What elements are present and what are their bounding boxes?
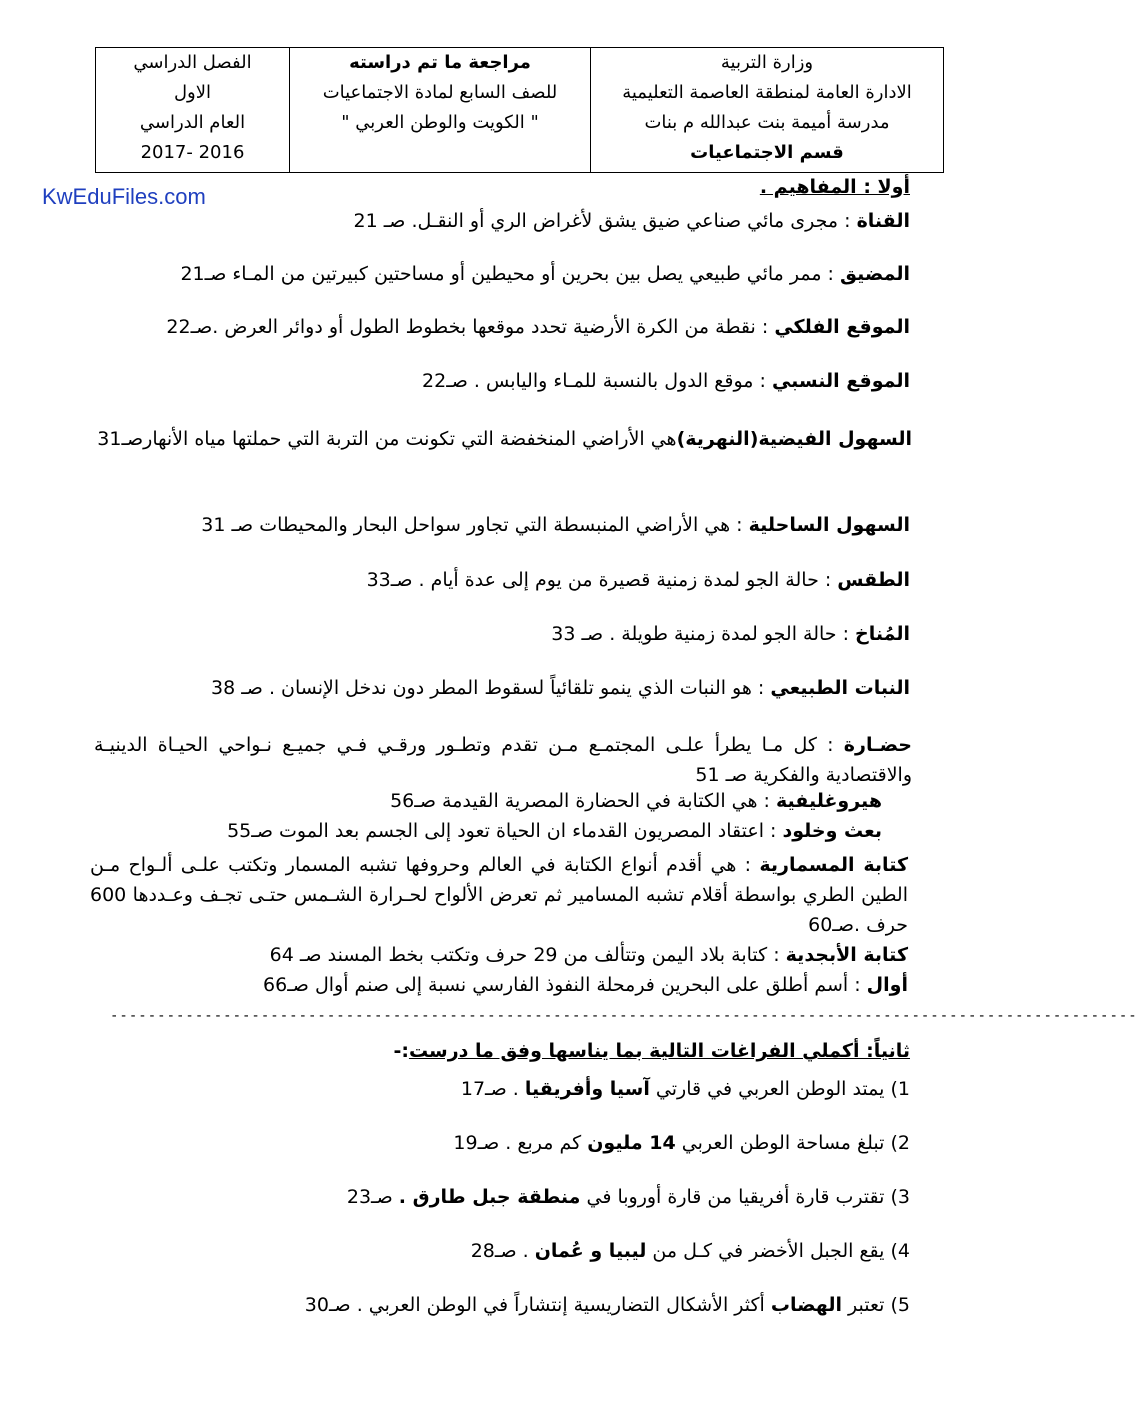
definition-item: السهول الفيضية(النهرية)هي الأراضي المنخفضة التي تكونت من التربة التي حملتها مياه الأنهارصـ31 xyxy=(97,428,912,450)
term-line: 2016 -2017 xyxy=(140,142,245,163)
fill-item: 2) تبلغ مساحة الوطن العربي 14 مليون كم مربع . صـ19 xyxy=(453,1132,910,1154)
definition-item: كتابة الأبجدية : كتابة بلاد اليمن وتتألف من 29 حرف وتكتب بخط المسند صـ 64 xyxy=(269,944,908,966)
definition-item: القناة : مجرى مائي صناعي ضيق يشق لأغراض الري أو النقـل. صـ 21 xyxy=(353,210,910,232)
term-cell xyxy=(96,48,290,173)
definition-item: المضيق : ممر مائي طبيعي يصل بين بحرين أو محيطين أو مساحتين كبيرتين من المـاء صـ21 xyxy=(180,263,910,285)
fill-item: 4) يقع الجبل الأخضر في كـل من ليبيا و عُمان . صـ28 xyxy=(470,1240,910,1262)
watermark-link[interactable]: KwEduFiles.com xyxy=(42,184,206,209)
review-line: للصف السابع لمادة الاجتماعيات xyxy=(322,82,558,103)
ministry-cell xyxy=(591,48,944,173)
definition-item: كتابة المسمارية : هي أقدم أنواع الكتابة في العالم وحروفها تشبه المسمار وتكتب علـى ألـواح مـن الطين الطري بواسطة أقلام تشبه المسامير ثم تعرض الألواح لحـرارة الشـمس حتـى تجـف وعـددها 600 حرف .صـ60 xyxy=(90,854,908,936)
definition-item: أوال : أسم أطلق على البحرين فرمحلة النفوذ الفارسي نسبة إلى صنم أوال صـ66 xyxy=(263,974,908,996)
definition-item: الموقع النسبي : موقع الدول بالنسبة للمـاء واليابس . صـ22 xyxy=(422,370,910,392)
definition-item: الموقع الفلكي : نقطة من الكرة الأرضية تحدد موقعها بخطوط الطول أو دوائر العرض .صـ22 xyxy=(166,316,910,338)
definition-item: الطقس : حالة الجو لمدة زمنية قصيرة من يوم إلى عدة أيام . صـ33 xyxy=(366,569,910,591)
term-line: العام الدراسي xyxy=(139,112,246,133)
definition-item: المُناخ : حالة الجو لمدة زمنية طويلة . صـ 33 xyxy=(551,623,910,645)
section2-title: ثانياً: أكملي الفراغات التالية بما يناسها وفق ما درست:- xyxy=(393,1040,910,1062)
fill-item: 3) تقترب قارة أفريقيا من قارة أوروبا في منطقة جبل طارق . صـ23 xyxy=(346,1186,910,1208)
ministry-line: الادارة العامة لمنطقة العاصمة التعليمية xyxy=(622,82,912,103)
separator-line: ------------------------------------------------------------------------------------------------------------- xyxy=(110,1008,1138,1024)
review-cell xyxy=(290,48,591,173)
definition-item: السهول الساحلية : هي الأراضي المنبسطة التي تجاور سواحل البحار والمحيطات صـ 31 xyxy=(201,514,910,536)
definition-item: حضـارة : كل مـا يطرأ علـى المجتمـع مـن تقدم وتطـور ورقـي فـي جميـع نـواحي الحيـاة الدينيـة والاقتصادية والفكرية صـ 51 xyxy=(94,734,912,786)
review-title: مراجعة ما تم دراسته xyxy=(349,52,531,73)
ministry-line: وزارة التربية xyxy=(720,52,814,73)
department-name: قسم الاجتماعيات xyxy=(690,142,844,163)
section1-title: أولا : المفاهيم . xyxy=(759,176,910,198)
definition-item: النبات الطبيعي : هو النبات الذي ينمو تلقائياً لسقوط المطر دون ندخل الإنسان . صـ 38 xyxy=(210,677,910,699)
term-line: الفصل الدراسي xyxy=(133,52,252,73)
fill-item: 1) يمتد الوطن العربي في قارتي آسيا وأفريقيا . صـ17 xyxy=(460,1078,910,1100)
term-line: الاول xyxy=(173,82,212,103)
definition-item: هيروغليفية : هي الكتابة في الحضارة المصرية القيدمة صـ56 xyxy=(390,790,882,812)
review-line: " الكويت والوطن العربي " xyxy=(341,112,539,133)
fill-item: 5) تعتبر الهضاب أكثر الأشكال التضاريسية إنتشاراً في الوطن العربي . صـ30 xyxy=(304,1294,910,1316)
header-table xyxy=(95,47,944,173)
definition-item: بعث وخلود : اعتقاد المصريون القدماء ان الحياة تعود إلى الجسم بعد الموت صـ55 xyxy=(227,820,882,842)
ministry-line: مدرسة أميمة بنت عبدالله م بنات xyxy=(644,112,890,133)
